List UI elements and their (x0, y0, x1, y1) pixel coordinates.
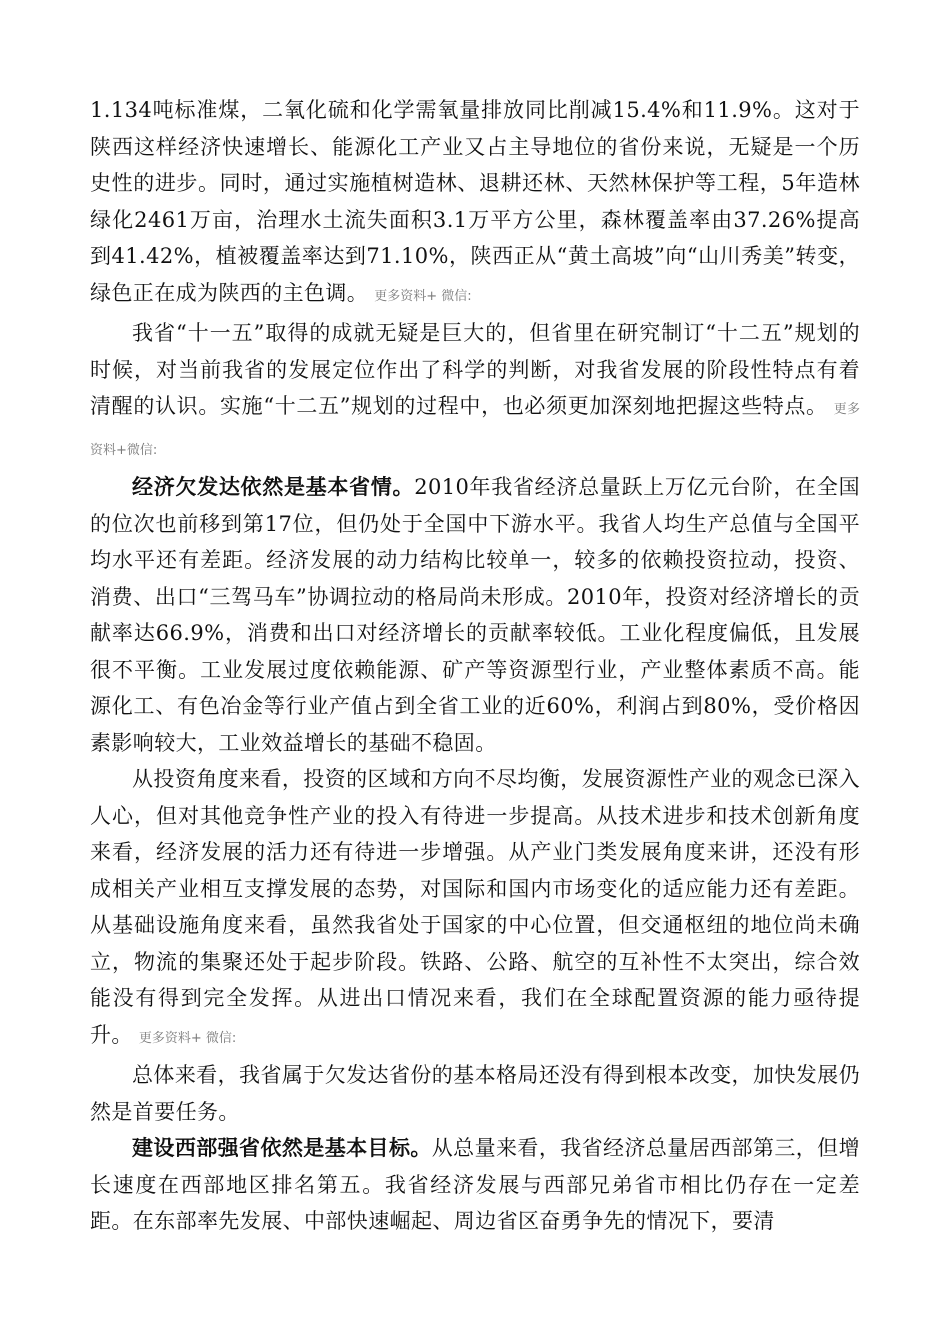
paragraph-text: 2010年我省经济总量跃上万亿元台阶，在全国的位次也前移到第17位，但仍处于全国中下游水平。我省人均生产总值与全国平均水平还有差距。经济发展的动力结构比较单一，较多的依赖投资拉动，投资、消费、出口“三驾马车”协调拉动的格局尚未形成。2010年，投资对经济增长的贡献率达66.9%，消费和出口对经济增长的贡献率较低。工业化程度偏低，且发展很不平衡。工业发展过度依赖能源、矿产等资源型行业，产业整体素质不高。能源化工、有色冶金等行业产值占到全省工业的近60%，利润占到80%，受价格因素影响较大，工业效益增长的基础不稳固。 (90, 475, 860, 755)
paragraph-western-strong-province (90, 1130, 860, 1240)
paragraph-heading: 建设西部强省依然是基本目标。 (132, 1135, 432, 1160)
paragraph-heading: 经济欠发达依然是基本省情。 (132, 474, 415, 499)
paragraph-eleventh-five-year-plan (90, 315, 860, 469)
watermark-note: 更多资料+微信: (90, 402, 860, 458)
paragraph-text: 从总量来看，我省经济总量居西部第三，但增长速度在西部地区排名第五。我省经济发展与西部兄弟省市相比仍存在一定差距。在东部率先发展、中部快速崛起、周边省区奋勇争先的情况下，要清 (90, 1136, 860, 1233)
watermark-note: 更多资料+ 微信: (138, 1030, 237, 1046)
paragraph-text: 1.134吨标准煤，二氧化硫和化学需氧量排放同比削减15.4%和11.9%。这对于陕西这样经济快速增长、能源化工产业又占主导地位的省份来说，无疑是一个历史性的进步。同时，通过实施植树造林、退耕还林、天然林保护等工程，5年造林绿化2461万亩，治理水土流失面积3.1万平方公里，森林覆盖率由37.26%提高到41.42%，植被覆盖率达到71.10%，陕西正从“黄土高坡”向“山川秀美”转变，绿色正在成为陕西的主色调。 (90, 98, 860, 305)
document-body (90, 92, 860, 1240)
paragraph-emission-forestry (90, 92, 860, 315)
paragraph-investment-analysis (90, 761, 860, 1057)
watermark-note: 更多资料+ 微信: (374, 288, 472, 304)
paragraph-underdeveloped-economy (90, 469, 860, 761)
paragraph-text: 总体来看，我省属于欠发达省份的基本格局还没有得到根本改变，加快发展仍然是首要任务。 (90, 1063, 860, 1124)
paragraph-summary (90, 1057, 860, 1130)
paragraph-text: 从投资角度来看，投资的区域和方向不尽均衡，发展资源性产业的观念已深入人心，但对其他竞争性产业的投入有待进一步提高。从技术进步和技术创新角度来看，经济发展的活力还有待进一步增强。从产业门类发展角度来讲，还没有形成相关产业相互支撑发展的态势，对国际和国内市场变化的适应能力还有差距。从基础设施角度来看，虽然我省处于国家的中心位置，但交通枢纽的地位尚未确立，物流的集聚还处于起步阶段。铁路、公路、航空的互补性不太突出，综合效能没有得到完全发挥。从进出口情况来看，我们在全球配置资源的能力亟待提升。 (90, 767, 860, 1047)
paragraph-text: 我省“十一五”取得的成就无疑是巨大的，但省里在研究制订“十二五”规划的时候，对当前我省的发展定位作出了科学的判断，对我省发展的阶段性特点有着清醒的认识。实施“十二五”规划的过程中，也必须更加深刻地把握这些特点。 (90, 321, 860, 418)
